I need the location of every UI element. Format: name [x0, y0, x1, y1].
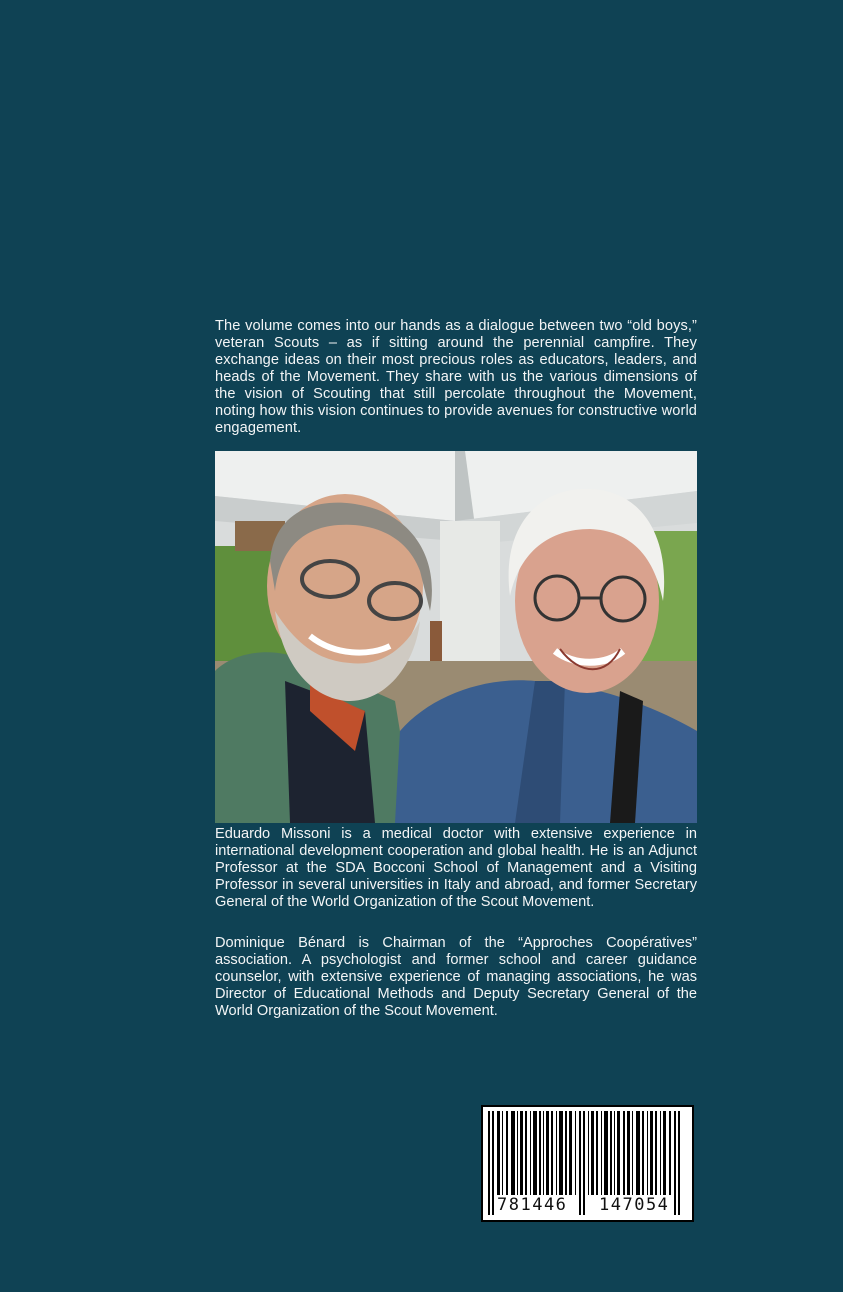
authors-photo	[215, 451, 697, 823]
barcode-left-digits: 781446	[497, 1195, 568, 1215]
barcode-right-digits: 147054	[599, 1195, 670, 1215]
isbn-barcode	[481, 1105, 694, 1222]
authors-photo-illustration	[215, 451, 697, 823]
author-bio-eduardo-missoni: Eduardo Missoni is a medical doctor with extensive experience in international development cooperation and global health. He is an Adjunct Professor at the SDA Bocconi School of Management and a Visiting Professor in several universities in Italy and abroad, and former Secretary General of the World Organization of the Scout Movement.	[215, 826, 697, 910]
cover-blurb: The volume comes into our hands as a dialogue between two “old boys,” veteran Scouts – as if sitting around the perennial campfire. They exchange ideas on their most precious roles as educators, leaders, and heads of the Movement. They share with us the various dimensions of the vision of Scouting that still percolate throughout the Movement, noting how this vision continues to provide avenues for constructive world engagement.	[215, 318, 697, 436]
author-bio-dominique-benard: Dominique Bénard is Chairman of the “Approches Coopératives” association. A psychologist and former school and career guidance counselor, with extensive experience of managing associations, he was Director of Educational Methods and Deputy Secretary General of the World Organization of the Scout Movement.	[215, 935, 697, 1019]
